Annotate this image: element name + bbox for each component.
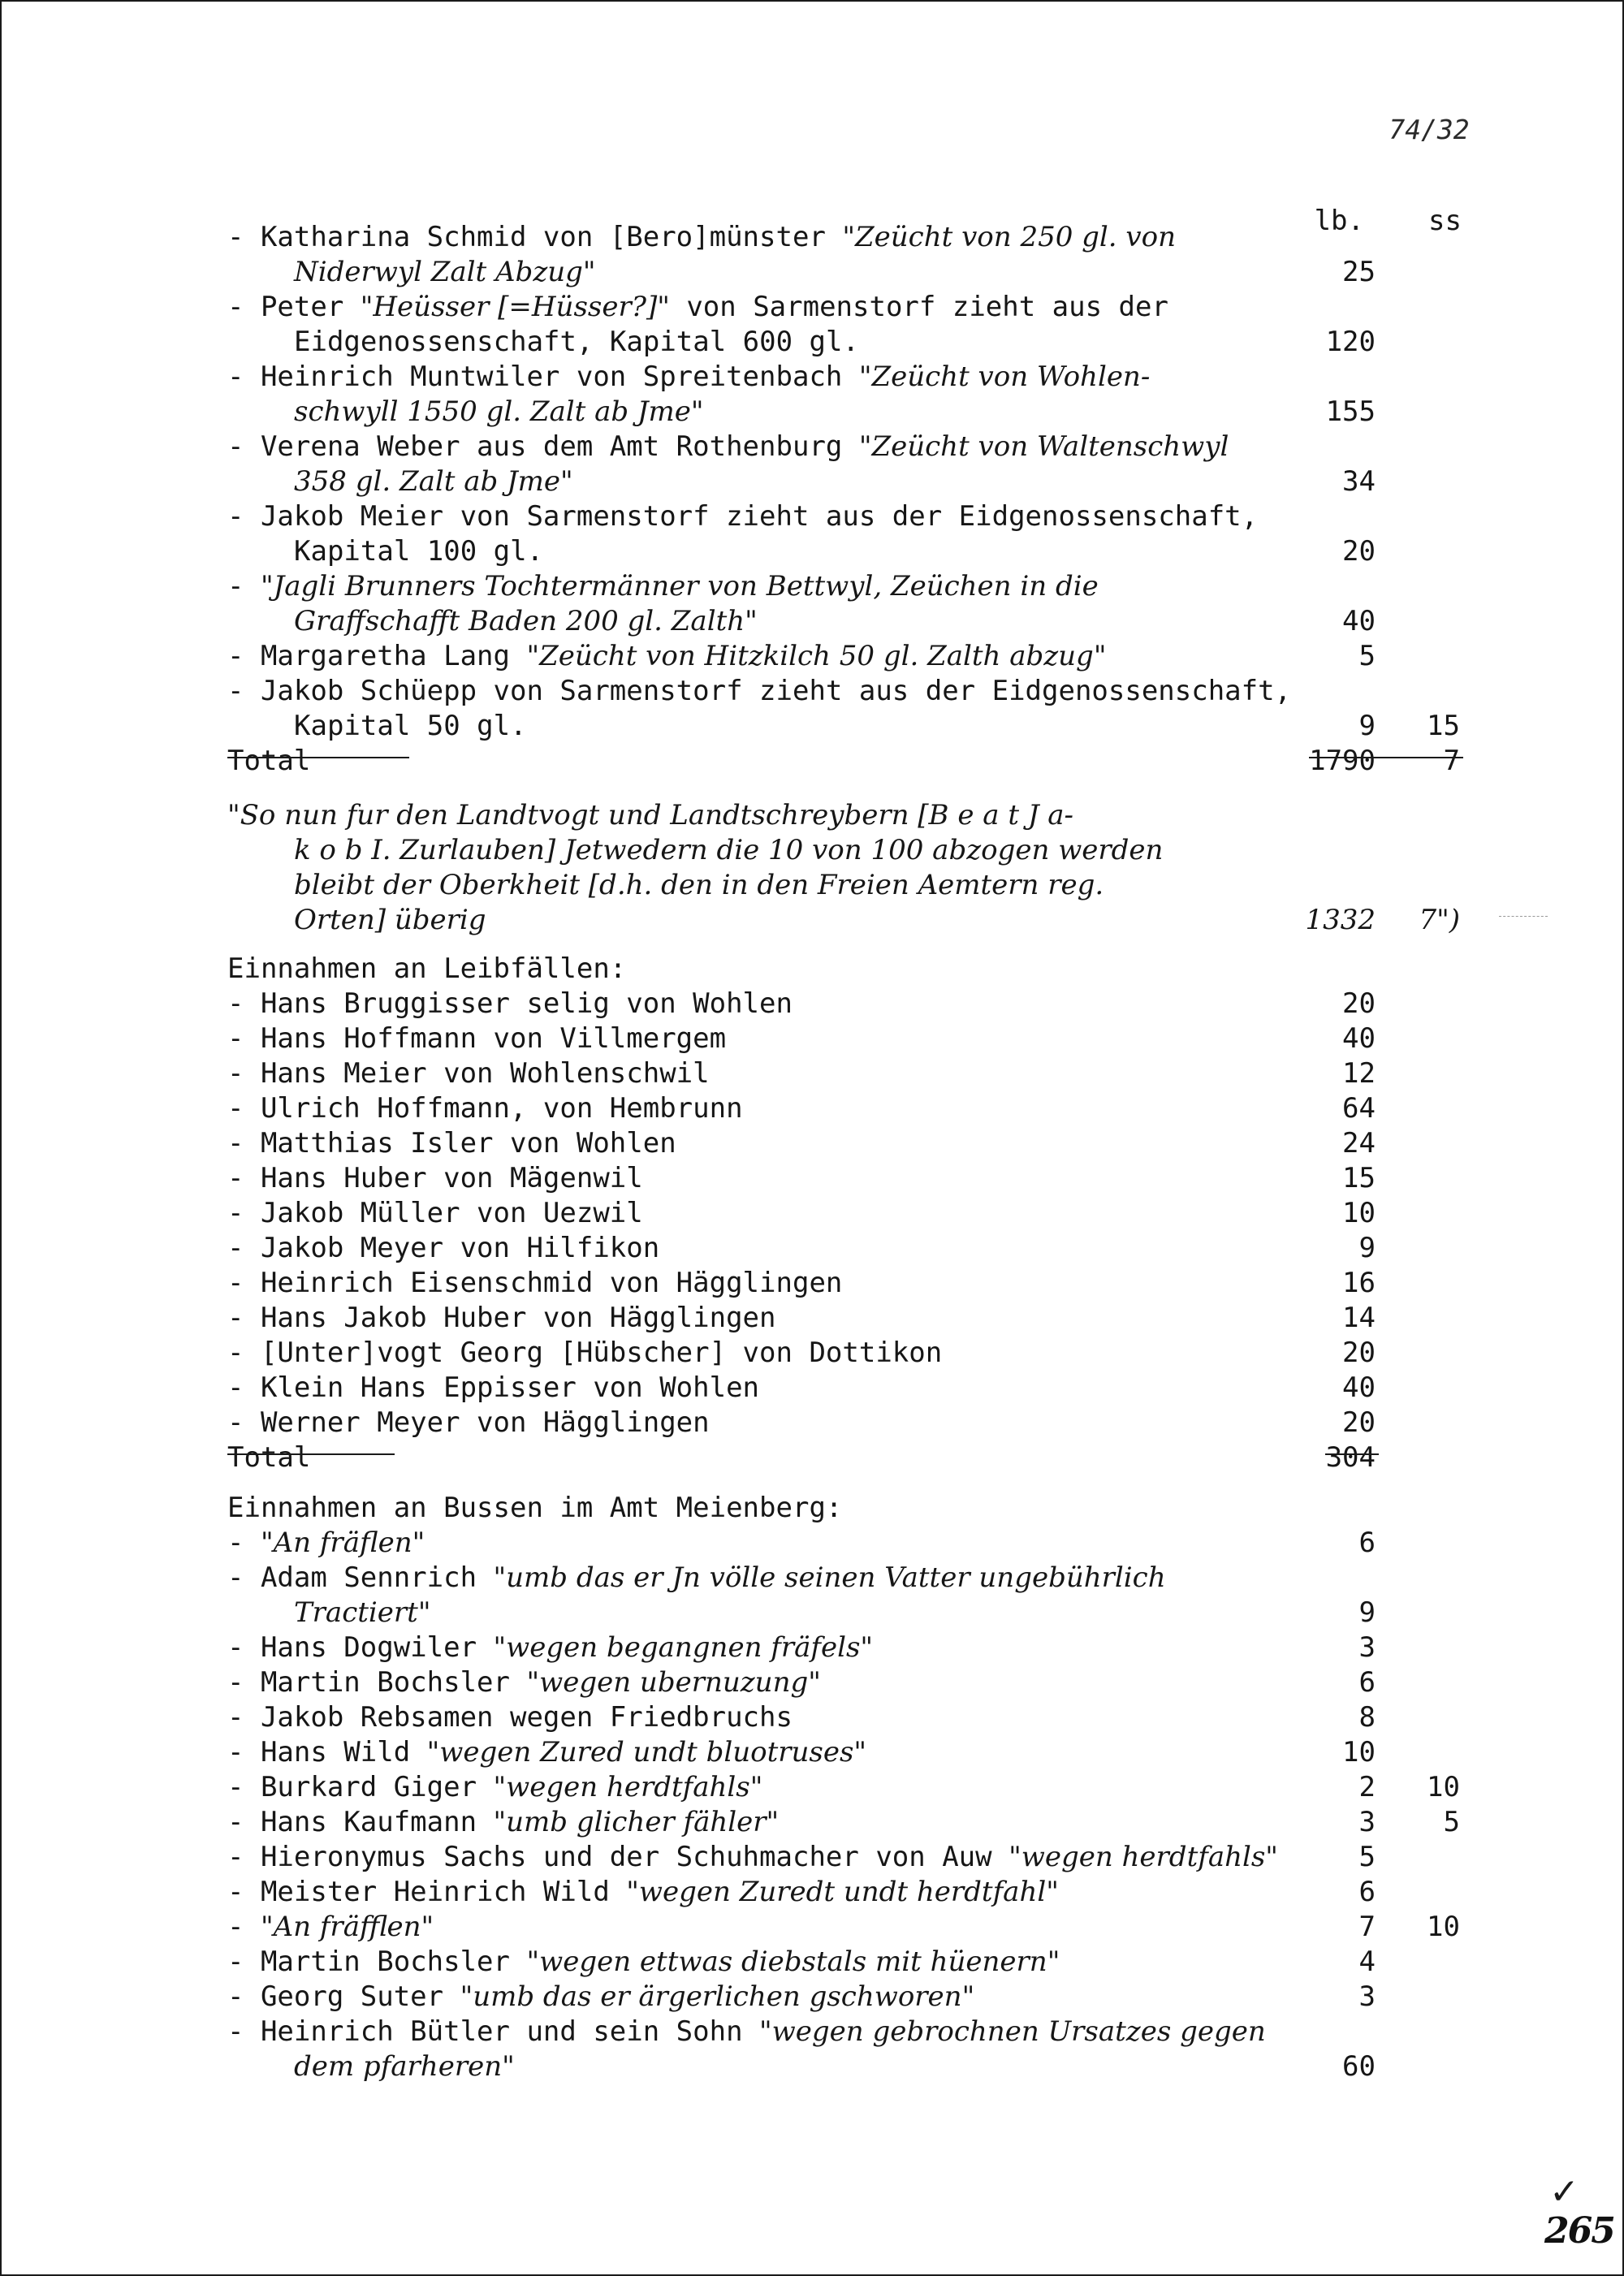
quoted-source-text: "wegen Zured undt bluotruses" xyxy=(426,1736,867,1769)
line-text xyxy=(227,1770,762,1804)
line-text xyxy=(227,1440,310,1475)
plain-text: - Heinrich Muntwiler von Spreitenbach xyxy=(227,361,859,393)
line-text xyxy=(294,903,486,937)
quoted-source-text: "umb das er Jn völle seinen Vatter ungebührlich xyxy=(493,1561,1166,1594)
plain-text: Eidgenossenschaft, Kapital 600 gl. xyxy=(294,326,859,358)
amount-lb: 120 xyxy=(1325,326,1376,358)
plain-text: - Hans Dogwiler xyxy=(227,1631,494,1664)
plain-text: - Hans Wild xyxy=(227,1736,427,1769)
amount-lb: 24 xyxy=(1342,1127,1376,1160)
plain-text: - Matthias Isler von Wohlen xyxy=(227,1127,676,1160)
plain-text: - Hans Meier von Wohlenschwil xyxy=(227,1057,710,1090)
quoted-source-text: "umb glicher fähler" xyxy=(493,1806,780,1838)
line-text xyxy=(294,395,704,429)
line-text xyxy=(294,709,527,743)
quoted-source-text: Niderwyl Zalt Abzug" xyxy=(294,256,596,288)
column-header-ss: ss xyxy=(1428,205,1462,237)
line-text xyxy=(294,868,1104,902)
checkmark-icon: ✓ xyxy=(1549,2171,1579,2213)
line-text xyxy=(227,1056,710,1090)
amount-lb: 304 xyxy=(1325,1441,1376,1474)
amount-lb: 20 xyxy=(1342,1406,1376,1439)
amount-lb: 1790 xyxy=(1309,745,1376,777)
line-text xyxy=(227,1665,821,1699)
amount-lb: 34 xyxy=(1342,465,1376,498)
plain-text: - Hans Huber von Mägenwil xyxy=(227,1162,643,1194)
line-text xyxy=(294,534,543,568)
line-text xyxy=(227,1735,866,1769)
line-text xyxy=(227,1840,1278,1874)
amount-ss: 10 xyxy=(1427,1911,1460,1943)
quoted-source-text: "An fräfflen" xyxy=(260,1911,434,1943)
quoted-source-text: dem pfarheren" xyxy=(294,2050,515,2083)
amount-lb: 5 xyxy=(1358,1841,1376,1873)
line-text xyxy=(227,798,1073,832)
line-text xyxy=(227,1161,643,1195)
quoted-source-text: "umb das er ärgerlichen gschworen" xyxy=(460,1980,975,2013)
rule-total-1-right xyxy=(1309,757,1463,758)
quoted-source-text: "Heüsser [=Hüsser?]" xyxy=(360,291,670,323)
plain-text: - Ulrich Hoffmann, von Hembrunn xyxy=(227,1092,743,1125)
plain-text: - Burkard Giger xyxy=(227,1771,494,1803)
quoted-source-text: k o b I. Zurlauben] Jetwedern die 10 von 100 abzogen werden xyxy=(294,834,1164,866)
line-text xyxy=(227,1126,676,1160)
amount-lb: 40 xyxy=(1342,1371,1376,1404)
amount-lb: 3 xyxy=(1358,1631,1376,1664)
amount-lb: 60 xyxy=(1342,2050,1376,2083)
amount-ss: 7 xyxy=(1443,745,1460,777)
margin-dash xyxy=(1499,916,1548,917)
amount-lb: 64 xyxy=(1342,1092,1376,1125)
quoted-source-text: Tractiert" xyxy=(294,1596,431,1629)
amount-lb: 8 xyxy=(1358,1701,1376,1734)
amount-lb: 40 xyxy=(1342,605,1376,637)
line-text xyxy=(227,1700,793,1734)
plain-text: - Werner Meyer von Hägglingen xyxy=(227,1406,710,1439)
line-text xyxy=(294,604,758,638)
line-text xyxy=(294,2049,515,2084)
plain-text: - Peter xyxy=(227,291,361,323)
plain-text: - [Unter]vogt Georg [Hübscher] von Dottikon xyxy=(227,1337,943,1369)
plain-text: - xyxy=(227,1911,261,1943)
line-text xyxy=(227,1910,434,1944)
plain-text: - Martin Bochsler xyxy=(227,1946,527,1978)
quoted-source-text: "Jagli Brunners Tochtermänner von Bettwyl, Zeüchen in die xyxy=(260,570,1099,602)
line-text xyxy=(227,1526,425,1560)
line-text xyxy=(227,1945,1060,1979)
plain-text: - xyxy=(227,1527,261,1559)
plain-text: - Jakob Meier von Sarmenstorf zieht aus der Eidgenossenschaft, xyxy=(227,500,1259,533)
line-text xyxy=(227,1875,1059,1909)
quoted-source-text: Graffschafft Baden 200 gl. Zalth" xyxy=(294,605,758,637)
amount-lb: 6 xyxy=(1358,1666,1376,1699)
line-text xyxy=(227,1301,776,1335)
quoted-source-text: bleibt der Oberkheit [d.h. den in den Freien Aemtern reg. xyxy=(294,869,1104,901)
line-text xyxy=(227,1371,759,1405)
plain-text: - Klein Hans Eppisser von Wohlen xyxy=(227,1371,760,1404)
quoted-source-text: "wegen gebrochnen Ursatzes gegen xyxy=(759,2015,1266,2048)
amount-lb: 3 xyxy=(1358,1806,1376,1838)
plain-text: - Hans Hoffmann von Villmergem xyxy=(227,1022,727,1055)
quoted-source-text: schwyll 1550 gl. Zalt ab Jme" xyxy=(294,395,704,428)
quoted-source-text: "Zeücht von Hitzkilch 50 gl. Zalth abzug" xyxy=(526,640,1107,672)
quoted-source-text: "Zeücht von Waltenschwyl xyxy=(858,430,1229,463)
amount-lb: 9 xyxy=(1358,1232,1376,1264)
amount-lb: 20 xyxy=(1342,987,1376,1020)
plain-text: - Adam Sennrich xyxy=(227,1561,494,1594)
amount-lb: 20 xyxy=(1342,1337,1376,1369)
page-number: 74/32 xyxy=(1389,114,1470,145)
column-header-lb: lb. xyxy=(1314,205,1364,237)
plain-text: - Jakob Rebsamen wegen Friedbruchs xyxy=(227,1701,793,1734)
amount-lb: 10 xyxy=(1342,1736,1376,1769)
amount-ss: 7") xyxy=(1419,904,1460,936)
amount-ss: 15 xyxy=(1427,710,1460,742)
plain-text: - Margaretha Lang xyxy=(227,640,527,672)
plain-text: - Meister Heinrich Wild xyxy=(227,1876,627,1908)
plain-text: von Sarmenstorf zieht aus der xyxy=(669,291,1168,323)
amount-lb: 155 xyxy=(1325,395,1376,428)
amount-lb: 7 xyxy=(1358,1911,1376,1943)
plain-text: - Jakob Meyer von Hilfikon xyxy=(227,1232,660,1264)
line-text xyxy=(227,290,1168,324)
quoted-source-text: "wegen ubernuzung" xyxy=(526,1666,821,1699)
line-text xyxy=(227,1406,710,1440)
plain-text: Einnahmen an Bussen im Amt Meienberg: xyxy=(227,1492,843,1524)
amount-lb: 20 xyxy=(1342,535,1376,568)
amount-lb: 16 xyxy=(1342,1267,1376,1299)
plain-text: - Hans Jakob Huber von Hägglingen xyxy=(227,1302,776,1334)
rule-total-1-left xyxy=(227,757,409,758)
line-text xyxy=(294,255,596,289)
amount-lb: 15 xyxy=(1342,1162,1376,1194)
amount-ss: 5 xyxy=(1443,1806,1460,1838)
line-text xyxy=(227,430,1229,464)
amount-lb: 9 xyxy=(1358,1596,1376,1629)
amount-lb: 12 xyxy=(1342,1057,1376,1090)
line-text xyxy=(294,464,573,499)
line-text xyxy=(227,1561,1166,1595)
line-text xyxy=(227,1091,743,1125)
line-text xyxy=(227,1196,643,1230)
amount-lb: 3 xyxy=(1358,1980,1376,2013)
line-text xyxy=(227,360,1150,394)
line-text xyxy=(227,639,1106,673)
line-text xyxy=(227,674,1291,708)
line-text xyxy=(294,325,859,359)
line-text xyxy=(227,1630,873,1665)
amount-lb: 6 xyxy=(1358,1876,1376,1908)
line-text xyxy=(227,1491,842,1525)
amount-lb: 5 xyxy=(1358,640,1376,672)
line-text xyxy=(294,1596,430,1630)
amount-lb: 14 xyxy=(1342,1302,1376,1334)
plain-text: Total xyxy=(227,1441,311,1474)
line-text xyxy=(227,499,1258,533)
line-text xyxy=(227,569,1099,603)
line-text xyxy=(227,1231,659,1265)
quoted-source-text: "An fräflen" xyxy=(260,1527,425,1559)
plain-text: Total xyxy=(227,745,311,777)
amount-lb: 9 xyxy=(1358,710,1376,742)
amount-lb: 10 xyxy=(1342,1197,1376,1229)
plain-text: - xyxy=(227,570,261,602)
amount-lb: 4 xyxy=(1358,1946,1376,1978)
quoted-source-text: "wegen ettwas diebstals mit hüenern" xyxy=(526,1946,1060,1978)
amount-lb: 2 xyxy=(1358,1771,1376,1803)
plain-text: - Georg Suter xyxy=(227,1980,460,2013)
line-text xyxy=(227,1805,779,1839)
line-text xyxy=(294,833,1163,867)
line-text xyxy=(227,987,793,1021)
plain-text: Einnahmen an Leibfällen: xyxy=(227,952,627,985)
quoted-source-text: "wegen herdtfahls" xyxy=(493,1771,763,1803)
plain-text: - Hieronymus Sachs und der Schuhmacher von Auw xyxy=(227,1841,1009,1873)
line-text xyxy=(227,1980,974,2014)
rule-total-2-right xyxy=(1325,1453,1379,1455)
amount-ss: 10 xyxy=(1427,1771,1460,1803)
line-text xyxy=(227,952,626,986)
plain-text: - Heinrich Bütler und sein Sohn xyxy=(227,2015,760,2048)
amount-lb: 40 xyxy=(1342,1022,1376,1055)
sheet-number: 265 xyxy=(1544,2210,1614,2252)
line-text xyxy=(227,220,1176,254)
line-text xyxy=(227,1266,842,1300)
quoted-source-text: "wegen herdtfahls" xyxy=(1009,1841,1278,1873)
plain-text: Kapital 100 gl. xyxy=(294,535,544,568)
plain-text: - Martin Bochsler xyxy=(227,1666,527,1699)
quoted-source-text: "Zeücht von Wohlen- xyxy=(858,361,1151,393)
plain-text: - Jakob Müller von Uezwil xyxy=(227,1197,643,1229)
plain-text: - Katharina Schmid von [Bero]münster xyxy=(227,221,843,253)
quoted-source-text: "wegen begangnen fräfels" xyxy=(493,1631,874,1664)
quoted-source-text: Orten] überig xyxy=(294,904,486,936)
rule-total-2-left xyxy=(227,1453,395,1455)
amount-lb: 6 xyxy=(1358,1527,1376,1559)
amount-lb: 1332 xyxy=(1305,904,1376,936)
line-text xyxy=(227,2015,1266,2049)
line-text xyxy=(227,1336,942,1370)
line-text xyxy=(227,1021,726,1056)
quoted-source-text: "So nun fur den Landtvogt und Landtschreybern [B e a t J a- xyxy=(227,799,1074,831)
quoted-source-text: 358 gl. Zalt ab Jme" xyxy=(294,465,573,498)
line-text xyxy=(227,744,310,778)
amount-lb: 25 xyxy=(1342,256,1376,288)
plain-text: - Hans Kaufmann xyxy=(227,1806,494,1838)
plain-text: - Heinrich Eisenschmid von Hägglingen xyxy=(227,1267,843,1299)
plain-text: Kapital 50 gl. xyxy=(294,710,527,742)
plain-text: - Jakob Schüepp von Sarmenstorf zieht aus der Eidgenossenschaft, xyxy=(227,675,1292,707)
plain-text: - Hans Bruggisser selig von Wohlen xyxy=(227,987,793,1020)
quoted-source-text: "Zeücht von 250 gl. von xyxy=(842,221,1176,253)
quoted-source-text: "wegen Zuredt undt herdtfahl" xyxy=(626,1876,1059,1908)
plain-text: - Verena Weber aus dem Amt Rothenburg xyxy=(227,430,859,463)
